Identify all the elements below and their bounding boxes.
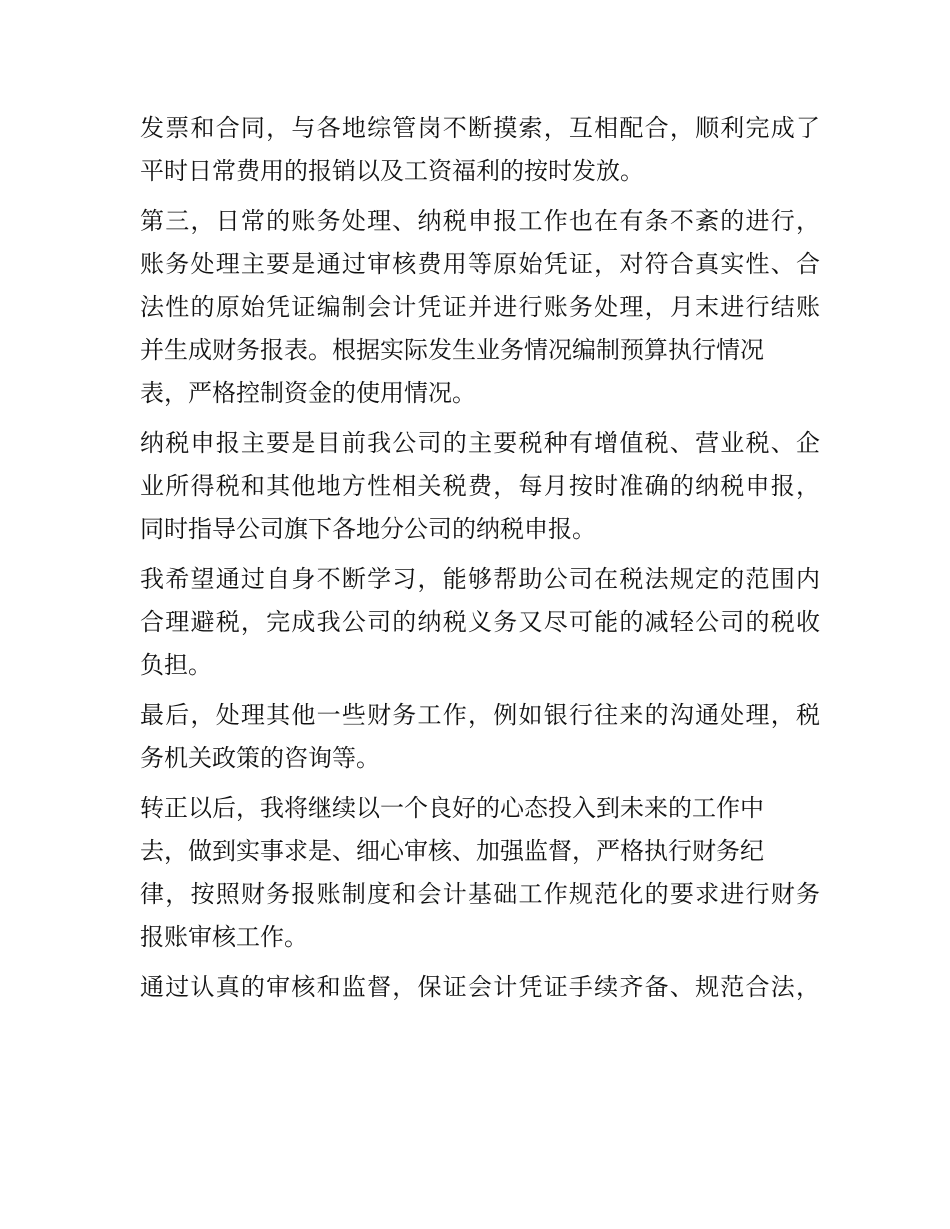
text-line: 最后，处理其他一些财务工作，例如银行往来的沟通处理，税	[140, 701, 820, 729]
text-line: 表，严格控制资金的使用情况。	[140, 379, 476, 407]
text-line: 去，做到实事求是、细心审核、加强监督，严格执行财务纪	[140, 837, 764, 865]
text-line: 纳税申报主要是目前我公司的主要税种有增值税、营业税、企	[140, 429, 820, 457]
text-line: 法性的原始凭证编制会计凭证并进行账务处理，月末进行结账	[140, 293, 820, 321]
body-text	[140, 107, 820, 1009]
text-line: 发票和合同，与各地综管岗不断摸索，互相配合，顺利完成了	[140, 114, 820, 142]
paragraph	[140, 107, 820, 193]
paragraph	[140, 694, 820, 780]
paragraph	[140, 422, 820, 551]
text-line: 业所得税和其他地方性相关税费，每月按时准确的纳税申报，	[140, 472, 820, 500]
text-line: 平时日常费用的报销以及工资福利的按时发放。	[140, 157, 644, 185]
text-line: 同时指导公司旗下各地分公司的纳税申报。	[140, 515, 596, 543]
text-line: 第三，日常的账务处理、纳税申报工作也在有条不紊的进行，	[140, 207, 820, 235]
text-line: 报账审核工作。	[140, 923, 308, 951]
text-line: 通过认真的审核和监督，保证会计凭证手续齐备、规范合法，	[140, 973, 820, 1001]
text-line: 务机关政策的咨询等。	[140, 744, 380, 772]
text-line: 我希望通过自身不断学习，能够帮助公司在税法规定的范围内	[140, 565, 820, 593]
text-line: 负担。	[140, 651, 212, 679]
text-line: 账务处理主要是通过审核费用等原始凭证，对符合真实性、合	[140, 250, 820, 278]
text-line: 并生成财务报表。根据实际发生业务情况编制预算执行情况	[140, 336, 764, 364]
paragraph	[140, 200, 820, 415]
paragraph	[140, 966, 820, 1009]
paragraph	[140, 787, 820, 959]
text-line: 转正以后，我将继续以一个良好的心态投入到未来的工作中	[140, 794, 764, 822]
paragraph	[140, 558, 820, 687]
text-line: 合理避税，完成我公司的纳税义务又尽可能的减轻公司的税收	[140, 608, 820, 636]
text-line: 律，按照财务报账制度和会计基础工作规范化的要求进行财务	[140, 880, 820, 908]
